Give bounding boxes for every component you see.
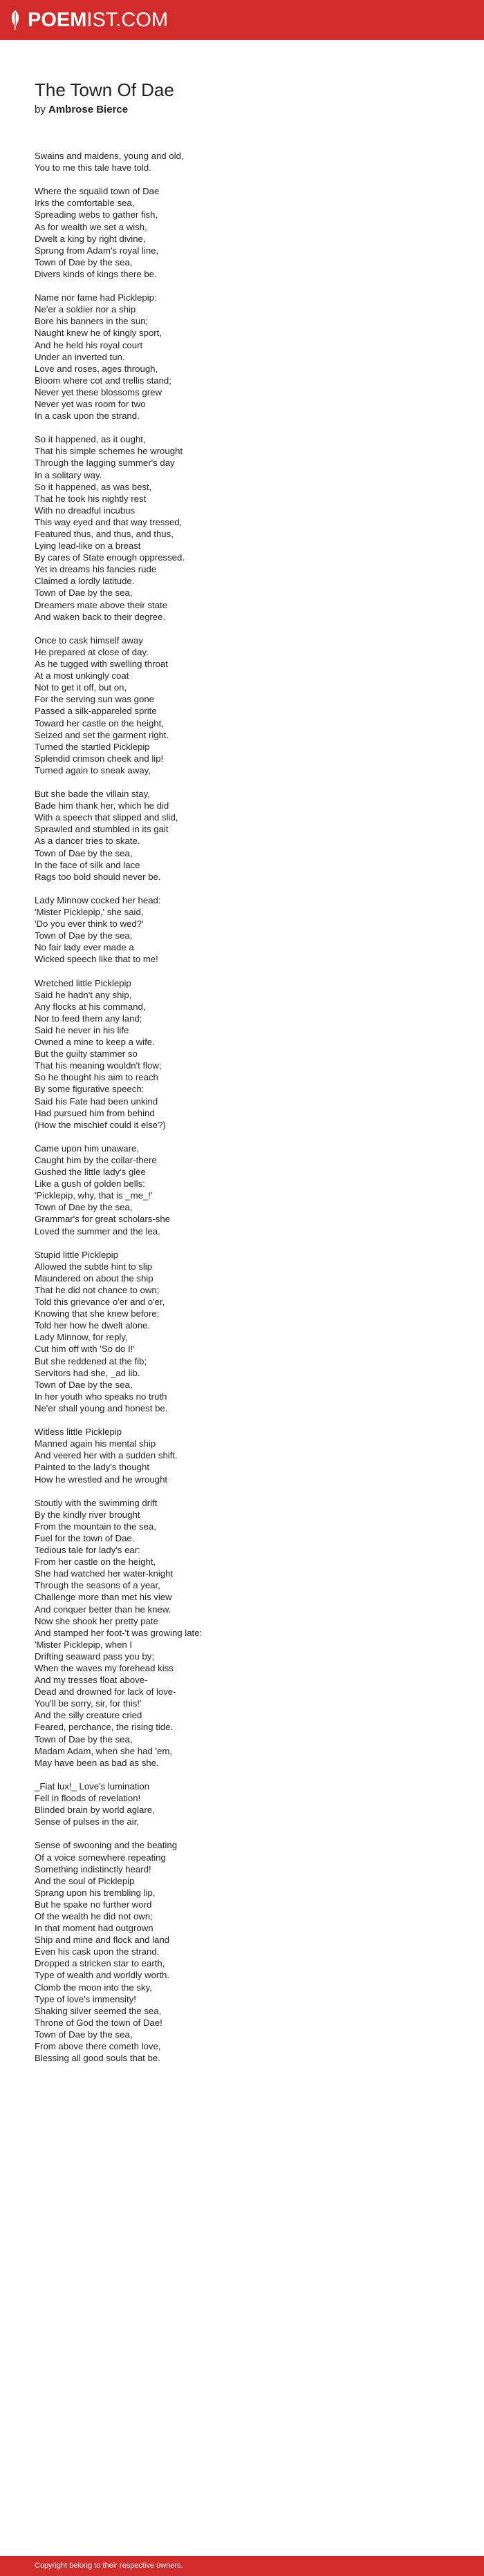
poem-stanza (35, 1143, 449, 1237)
poem-line: Knowing that she knew before; (35, 1308, 160, 1319)
poem-line: Featured thus, and thus, and thus, (35, 529, 174, 539)
poem-line: By some figurative speech: (35, 1084, 145, 1095)
poem-line: Type of wealth and worldly worth. (35, 1970, 169, 1981)
poem-line: In a solitary way. (35, 469, 102, 480)
poem-line: Blessing all good souls that be. (35, 2053, 160, 2064)
poem-line: Of the wealth he did not own; (35, 1910, 153, 1921)
poem-stanza (35, 788, 449, 883)
poem-line: Bore his banners in the sun; (35, 316, 149, 327)
poem-stanza (35, 1497, 449, 1769)
poem-line: Nor to feed them any land; (35, 1013, 142, 1024)
author-name[interactable]: Ambrose Bierce (48, 104, 129, 115)
poem-line: Dead and drowned for lack of love- (35, 1686, 176, 1698)
poem-line: Madam Adam, when she had 'em, (35, 1745, 172, 1756)
poem-line: Lady Minnow, for reply, (35, 1332, 128, 1343)
poem-line: Grammar's for great scholars-she (35, 1214, 170, 1225)
poem-line: Caught him by the collar-there (35, 1154, 157, 1165)
poem-line: Maundered on about the ship (35, 1272, 153, 1284)
poem-line: With a speech that slipped and slid, (35, 812, 178, 823)
poem-line: Irks the comfortable sea, (35, 198, 135, 209)
poem-line: Turned the startled Picklepip (35, 741, 150, 752)
poem-stanza (35, 292, 449, 422)
poem-line: Shaking silver seemed the sea, (35, 2005, 162, 2016)
poem-stanza (35, 977, 449, 1131)
poem-line: Now she shook her pretty pate (35, 1615, 158, 1626)
poem-line: Town of Dae by the sea, (35, 1202, 133, 1213)
poem-line: Lying lead-like on a breast (35, 540, 141, 552)
poem-line: Sprang upon his trembling lip, (35, 1887, 156, 1898)
poem-line: This way eyed and that way tressed, (35, 516, 183, 527)
poem-line: With no dreadful incubus (35, 505, 136, 516)
poem-line: Town of Dae by the sea, (35, 256, 133, 267)
site-logo-text (28, 9, 168, 31)
poem-line: But the guilty stammer so (35, 1049, 138, 1060)
poem-line: In her youth who speaks no truth (35, 1391, 167, 1402)
poem-line: So he thought his aim to reach (35, 1072, 158, 1083)
poem-line: Lady Minnow cocked her head: (35, 894, 161, 905)
poem-line: From the mountain to the sea, (35, 1521, 156, 1532)
poem-line: So it happened, as it ought, (35, 434, 146, 445)
poem-line: Sprawled and stumbled in its gait (35, 824, 169, 835)
poem-line: Turned again to sneak away, (35, 764, 151, 775)
poem-line: Said his Fate had been unkind (35, 1096, 158, 1107)
poem-line: Said he hadn't any ship, (35, 989, 132, 1000)
poem-line: Any flocks at his command, (35, 1001, 146, 1012)
poem-line: Sprung from Adam's royal line, (35, 245, 159, 256)
poem-line: Told this grievance o'er and o'er, (35, 1297, 165, 1308)
by-label: by (35, 104, 46, 115)
poem-line: No fair lady ever made a (35, 942, 134, 953)
poem-line: Owned a mine to keep a wife. (35, 1037, 155, 1048)
poem-line: Swains and maidens, young and old, (35, 151, 184, 161)
poem-stanza (35, 1249, 449, 1414)
poem-line: 'Mister Picklepip, when I (35, 1639, 133, 1650)
poem-line: Claimed a lordly latitude. (35, 576, 135, 587)
poem-line: Gushed the little lady's glee (35, 1167, 146, 1178)
poem-line: Something indistinctly heard! (35, 1863, 151, 1874)
poem-line: Splendid crimson cheek and lip! (35, 753, 164, 764)
poem-line: Town of Dae by the sea, (35, 587, 133, 599)
poem-line: Where the squalid town of Dae (35, 186, 160, 197)
poem-line: Ne'er shall young and honest be. (35, 1402, 168, 1413)
poem-line: Even his cask upon the strand. (35, 1946, 160, 1957)
poem-line: (How the mischief could it else?) (35, 1119, 166, 1130)
poem-body (35, 150, 449, 2064)
poem-line: By the kindly river brought (35, 1509, 140, 1520)
poem-line: Not to get it off, but on, (35, 682, 127, 693)
poem-line: Dropped a stricken star to earth, (35, 1958, 165, 1969)
poem-line: 'Do you ever think to wed?' (35, 919, 144, 930)
poem-line: That his meaning wouldn't flow; (35, 1060, 162, 1071)
poem-line: Cut him off with 'So do I!' (35, 1344, 135, 1355)
poem-title: The Town Of Dae (35, 79, 174, 100)
site-logo[interactable] (8, 9, 168, 31)
poem-line: Town of Dae by the sea, (35, 1379, 133, 1390)
feather-icon (8, 10, 22, 30)
poem-line: Blinded brain by world aglare, (35, 1805, 155, 1816)
poem-line: And conquer better than he knew. (35, 1604, 171, 1615)
poem-stanza (35, 150, 449, 173)
poem-line: Said he never in his life (35, 1024, 129, 1035)
poem-line: And waken back to their degree. (35, 611, 166, 622)
poem-stanza (35, 634, 449, 776)
poem-line: Dwelt a king by right divine, (35, 233, 146, 244)
poem-line: Had pursued him from behind (35, 1107, 155, 1118)
poem-line: Fuel for the town of Dae. (35, 1532, 135, 1543)
poem-line: Love and roses, ages through, (35, 363, 158, 374)
poem-stanza (35, 894, 449, 966)
poem-line: Witless little Picklepip (35, 1427, 122, 1438)
poem-line: Loved the summer and the lea. (35, 1225, 160, 1237)
poem-line: Bloom where cot and trellis stand; (35, 375, 171, 386)
poem-line: And veered her with a sudden shift. (35, 1450, 178, 1461)
poem-line: How he wrestled and he wrought (35, 1474, 168, 1485)
poem-stanza (35, 433, 449, 623)
poem-line: Never yet these blossoms grew (35, 386, 162, 397)
poem-line: Painted to the lady's thought (35, 1462, 150, 1473)
poem-line: That he did not chance to own; (35, 1285, 160, 1295)
poem-line: Drifting seaward pass you by; (35, 1651, 154, 1662)
poem-line: Stoutly with the swimming drift (35, 1497, 158, 1508)
poem-line: Under an inverted tun. (35, 351, 125, 362)
poem-line: She had watched her water-knight (35, 1568, 174, 1579)
poem-line: From above there cometh love, (35, 2041, 161, 2051)
poem-line: Told her how he dwelt alone. (35, 1320, 151, 1331)
poem-line: You to me this tale have told. (35, 162, 151, 173)
poem-line: That his simple schemes he wrought (35, 446, 183, 457)
poem-line: Spreading webs to gather fish, (35, 209, 158, 220)
poem-line: That he took his nightly rest (35, 493, 147, 504)
copyright-text: Copyright belong to their respective owners. (35, 2561, 183, 2570)
poem-line: Once to cask himself away (35, 634, 143, 646)
poem-line: As a dancer tries to skate. (35, 836, 140, 847)
poem-line: Clomb the moon into the sky, (35, 1982, 152, 1993)
poem-line: Bade him thank her, which he did (35, 800, 169, 811)
poem-stanza (35, 185, 449, 280)
poem-line: Naught knew he of kingly sport, (35, 328, 162, 339)
poem-line: When the waves my forehead kiss (35, 1663, 174, 1673)
poem-line: Came upon him unaware, (35, 1143, 140, 1154)
poem-line: _Fiat lux!_ Love's lumination (35, 1780, 149, 1792)
poem-line: Town of Dae by the sea, (35, 1733, 133, 1745)
poem-line: Rags too bold should never be. (35, 871, 161, 882)
poem-line: Of a voice somewhere repeating (35, 1852, 166, 1863)
poem-line: He prepared at close of day. (35, 646, 149, 657)
poem-line: Sense of pulses in the air, (35, 1816, 140, 1827)
poem-line: So it happened, as was best, (35, 481, 152, 492)
poem-line: Divers kinds of kings there be. (35, 268, 157, 279)
poem-line: Ne'er a soldier nor a ship (35, 304, 136, 315)
poem-line: And the silly creature cried (35, 1710, 142, 1721)
poem-line: Wicked speech like that to me! (35, 954, 158, 965)
poem-line: 'Mister Picklepip,' she said, (35, 907, 144, 917)
poem-byline (35, 103, 449, 117)
poem-line: And stamped her foot-'t was growing late: (35, 1627, 203, 1638)
poem-line: Fell in floods of revelation! (35, 1793, 141, 1804)
poem-stanza (35, 1780, 449, 1827)
poem-line: May have been as bad as she. (35, 1757, 159, 1768)
poem-line: Never yet was room for two (35, 398, 146, 409)
poem-line: By cares of State enough oppressed. (35, 552, 185, 563)
poem-line: But she bade the villain stay, (35, 789, 150, 800)
poem-line: For the serving sun was gone (35, 694, 154, 705)
logo-bold-text: POEM (28, 9, 87, 31)
poem-line: Tedious tale for lady's ear: (35, 1545, 140, 1556)
poem-line: Through the lagging summer's day (35, 458, 175, 469)
poem-line: But he spake no further word (35, 1899, 152, 1910)
poem-line: Sense of swooning and the beating (35, 1840, 178, 1851)
poem-line: Ship and mine and flock and land (35, 1935, 170, 1946)
poem-line: As he tugged with swelling throat (35, 659, 168, 670)
poem-line: 'Picklepip, why, that is _me_!' (35, 1190, 153, 1201)
poem-line: Type of love's immensity! (35, 1993, 136, 2004)
poem-line: As for wealth we set a wish, (35, 221, 147, 232)
poem-line: Manned again his mental ship (35, 1438, 156, 1449)
poem-line: Seized and set the garment right. (35, 729, 169, 740)
poem-line: And he held his royal court (35, 339, 143, 350)
poem-line: Name nor fame had Picklepip: (35, 292, 157, 303)
poem-line: Feared, perchance, the rising tide. (35, 1722, 174, 1733)
poem-line: Wretched little Picklepip (35, 977, 131, 988)
poem-line: From her castle on the height, (35, 1557, 156, 1568)
poem-line: And my tresses float above- (35, 1675, 148, 1686)
poem-line: Yet in dreams his fancies rude (35, 564, 157, 575)
poem-line: Servitors had she, _ad lib. (35, 1367, 140, 1378)
poem-line: Challenge more than met his view (35, 1592, 172, 1603)
poem-stanza (35, 1839, 449, 2064)
poem-line: Throne of God the town of Dae! (35, 2017, 162, 2028)
site-header (0, 0, 484, 40)
poem-line: In a cask upon the strand. (35, 411, 140, 422)
poem-line: Through the seasons of a year, (35, 1580, 160, 1591)
logo-light-text: IST.COM (86, 9, 169, 31)
poem-line: Town of Dae by the sea, (35, 847, 133, 858)
poem-line: At a most unkingly coat (35, 670, 129, 681)
poem-article (35, 79, 449, 2076)
poem-line: Stupid little Picklepip (35, 1249, 118, 1260)
poem-line: Passed a silk-appareled sprite (35, 706, 157, 717)
poem-line: And the soul of Picklepip (35, 1875, 135, 1886)
poem-line: But she reddened at the fib; (35, 1355, 147, 1366)
poem-line: Allowed the subtle hint to slip (35, 1261, 153, 1272)
poem-line: In that moment had outgrown (35, 1923, 153, 1934)
poem-line: Like a gush of golden bells: (35, 1178, 145, 1190)
poem-line: In the face of silk and lace (35, 859, 140, 870)
poem-line: Toward her castle on the height, (35, 717, 164, 728)
poem-line: Town of Dae by the sea, (35, 2029, 133, 2040)
poem-stanza (35, 1426, 449, 1485)
poem-line: Dreamers mate above their state (35, 599, 168, 610)
site-footer (0, 2556, 484, 2576)
poem-line: You'll be sorry, sir, for this!' (35, 1698, 142, 1709)
poem-line: Town of Dae by the sea, (35, 930, 133, 941)
